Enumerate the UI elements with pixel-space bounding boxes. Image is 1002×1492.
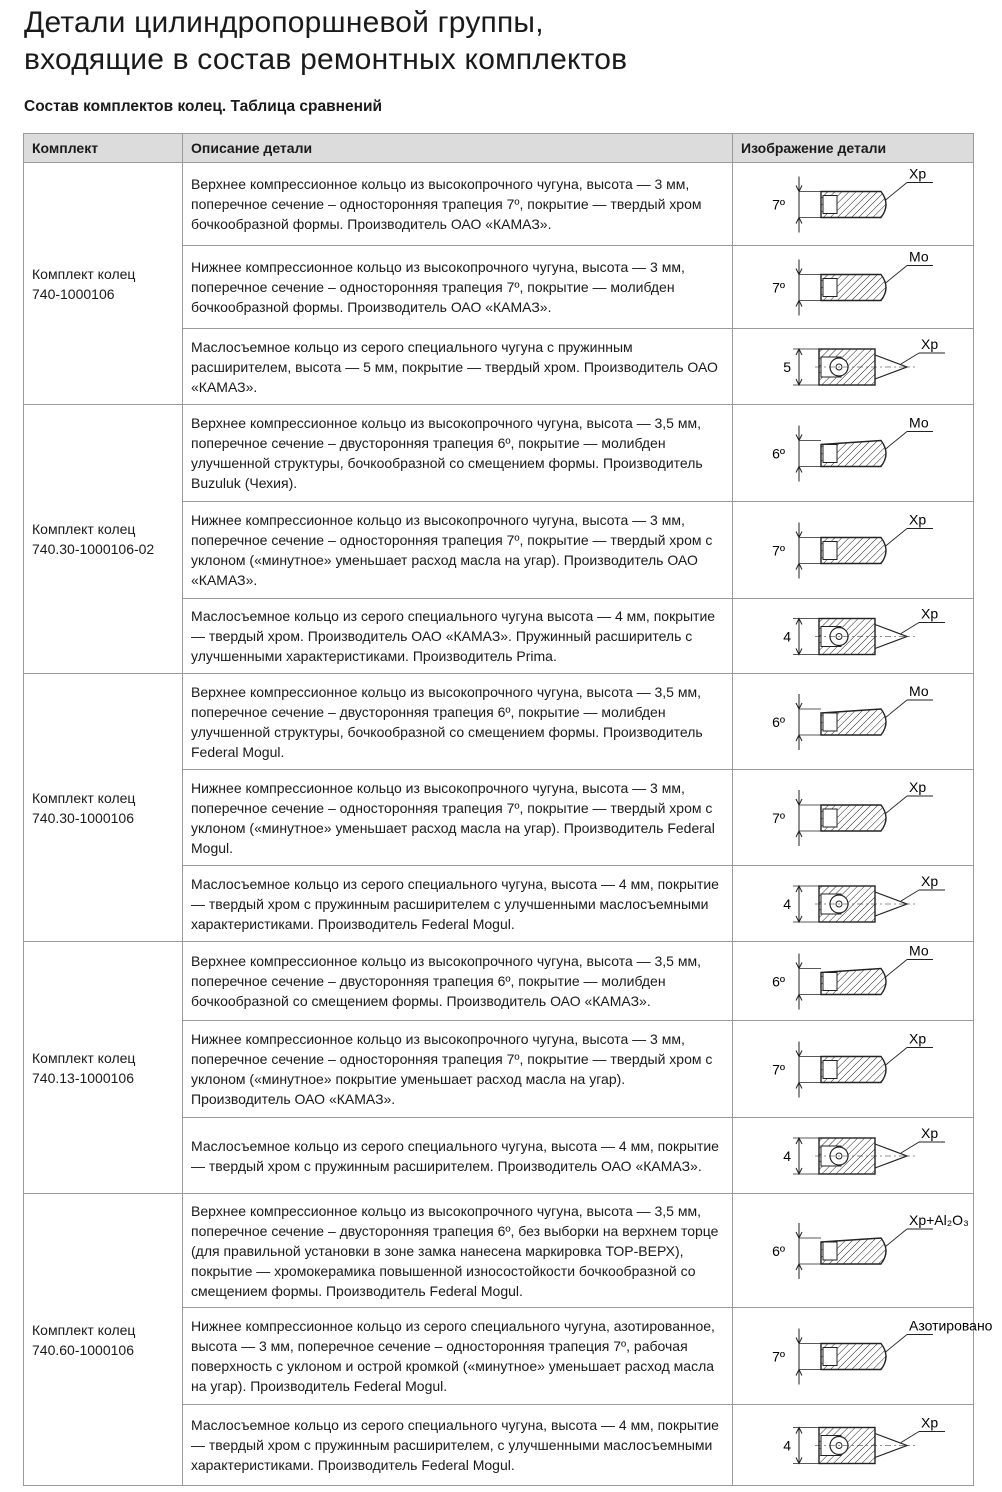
height-label: 4 (783, 1147, 791, 1164)
part-image-cell (733, 405, 974, 502)
coating-leader (885, 959, 907, 977)
part-image-cell (733, 674, 974, 770)
angle-label: 7º (772, 196, 785, 212)
ring-inner-step (823, 195, 837, 213)
coating-leader (885, 265, 907, 283)
coating-label: Хр (909, 511, 927, 527)
kit-cell (24, 163, 183, 405)
coating-label: Мо (909, 942, 929, 958)
ring-section-drawing (741, 1023, 981, 1116)
height-label: 4 (783, 628, 791, 644)
coating-leader (901, 622, 919, 633)
ring-section-drawing (741, 165, 981, 244)
part-description: Маслосъемное кольцо из серого специального чугуна высота — 4 мм, покрытие — твердый хром. Производитель ОАО «КАМАЗ». Пружинный расширитель с улучшенными характеристиками. Производитель Prima. (183, 599, 733, 674)
part-image-cell (733, 163, 974, 246)
ring-kits-table (23, 133, 993, 1486)
part-description: Нижнее компрессионное кольцо из высокопрочного чугуна, высота — 3 мм, поперечное сечение – односторонняя трапеция 7º, покрытие — молибден бочкообразной формы. Производитель ОАО «КАМАЗ». (183, 246, 733, 329)
header-description: Описание детали (183, 134, 733, 163)
kit-name: Комплект колец (32, 1049, 136, 1066)
kit-name: Комплект колец (32, 789, 136, 806)
part-image-cell (733, 770, 974, 866)
part-description: Верхнее компрессионное кольцо из высокопрочного чугуна, высота — 3 мм, поперечное сечение – односторонняя трапеция 7º, покрытие — твердый хром бочкообразной формы. Производитель ОАО «КАМАЗ». (183, 163, 733, 246)
angle-label: 7º (772, 809, 785, 826)
ring-inner-step (823, 541, 837, 559)
angle-label: 7º (772, 1348, 785, 1364)
part-description: Верхнее компрессионное кольцо из высокопрочного чугуна, высота — 3,5 мм, поперечное сечение – двусторонняя трапеция 6º, без выборки на верхнем торце (для правильной установки в зоне замка нанесена маркировка ТОР-ВЕРХ), покрытие — хромокерамика повышенной износостойкости бочкообразной со смещением формы. Производитель Federal Mogul. (183, 1194, 733, 1308)
kit-cell (24, 674, 183, 942)
part-image-cell (733, 1194, 974, 1308)
coating-label: Хр (909, 165, 927, 181)
kit-code: 740.30-1000106-02 (32, 541, 155, 557)
coating-label: Мо (909, 248, 929, 264)
part-image-cell (733, 599, 974, 674)
part-description: Нижнее компрессионное кольцо из высокопрочного чугуна, высота — 3 мм, поперечное сечение – односторонняя трапеция 7º, покрытие — твердый хром с уклоном («минутное» покрытие уменьшает расход масла на угар). Производитель ОАО «КАМАЗ». (183, 1021, 733, 1118)
angle-label: 6º (772, 1242, 785, 1259)
table-row (24, 1194, 974, 1308)
part-description: Маслосъемное кольцо из серого специального чугуна с пружинным расширителем, высота — 5 мм, покрытие — твердый хром. Производитель ОАО «КАМАЗ». (183, 329, 733, 405)
ring-inner-step (823, 809, 837, 827)
coating-leader (885, 700, 907, 718)
part-image-cell (733, 942, 974, 1021)
table-header-row (24, 134, 974, 163)
ring-section-drawing (741, 676, 981, 768)
coating-label: Хр (921, 605, 939, 621)
ring-inner-step (823, 1060, 837, 1078)
coating-label: Хр (909, 1030, 927, 1046)
coating-leader (885, 796, 907, 814)
coating-leader (885, 528, 907, 546)
ring-inner-step (823, 972, 837, 990)
ring-section-drawing (741, 1310, 993, 1403)
coating-label: Хр (921, 1414, 939, 1430)
part-description: Верхнее компрессионное кольцо из высокопрочного чугуна, высота — 3,5 мм, поперечное сечение – двусторонняя трапеция 6º, покрытие — молибден бочкообразной со смещением формы. Производитель ОАО «КАМАЗ». (183, 942, 733, 1021)
table-row (24, 674, 974, 770)
page-title (24, 4, 627, 78)
coating-label: Азотировано (909, 1317, 993, 1333)
part-description: Маслосъемное кольцо из серого специального чугуна, высота — 4 мм, покрытие — твердый хром с пружинным расширителем с улучшенными маслосъемными характеристиками. Производитель Federal Mogul. (183, 866, 733, 942)
angle-label: 6º (772, 973, 785, 989)
kit-code: 740-1000106 (32, 285, 115, 302)
part-image-cell (733, 329, 974, 405)
ring-section-drawing (741, 407, 981, 500)
coating-label: Хр (921, 872, 939, 889)
part-description: Маслосъемное кольцо из серого специального чугуна, высота — 4 мм, покрытие — твердый хром с пружинным расширителем, с улучшенными маслосъемными характеристиками. Производитель Federal Mogul. (183, 1405, 733, 1486)
coating-leader (885, 431, 907, 449)
angle-label: 7º (772, 1061, 785, 1077)
height-label: 4 (783, 1437, 791, 1453)
coating-leader (885, 1334, 907, 1352)
part-image-cell (733, 1405, 974, 1486)
angle-label: 7º (772, 542, 785, 558)
part-image-cell (733, 1118, 974, 1194)
coating-label: Мо (909, 682, 929, 699)
coating-leader (885, 182, 907, 200)
angle-label: 6º (772, 445, 785, 461)
part-description: Верхнее компрессионное кольцо из высокопрочного чугуна, высота — 3,5 мм, поперечное сечение – двусторонняя трапеция 6º, покрытие — молибден улучшенной структуры, бочкообразной со смещением формы. Производитель Federal Mogul. (183, 674, 733, 770)
part-image-cell (733, 502, 974, 599)
part-description: Верхнее компрессионное кольцо из высокопрочного чугуна, высота — 3,5 мм, поперечное сечение – двусторонняя трапеция 6º, покрытие — молибден улучшенной структуры, бочкообразной со смещением формы. Производитель Buzuluk (Чехия). (183, 405, 733, 502)
ring-section-drawing (741, 1120, 981, 1192)
ring-section-drawing (741, 331, 981, 403)
kit-name: Комплект колец (32, 521, 136, 537)
table-row (24, 405, 974, 502)
height-label: 5 (783, 358, 791, 375)
coating-label: Хр (921, 335, 939, 352)
kit-cell (24, 942, 183, 1194)
coating-leader (901, 1431, 919, 1442)
kit-code: 740.30-1000106 (32, 809, 134, 826)
coating-label: Мо (909, 414, 929, 430)
table-row (24, 942, 974, 1021)
ring-inner-step (823, 713, 837, 731)
ring-section-drawing (741, 504, 981, 597)
coating-label: Хр+Al₂O₃ (909, 1211, 969, 1228)
kit-cell (24, 1194, 183, 1486)
ring-section-drawing (741, 868, 981, 940)
part-image-cell (733, 1308, 993, 1405)
angle-label: 6º (772, 713, 785, 730)
table-subtitle: Состав комплектов колец. Таблица сравнений (24, 98, 383, 115)
coating-leader (901, 353, 919, 364)
part-description: Нижнее компрессионное кольцо из высокопрочного чугуна, высота — 3 мм, поперечное сечение – односторонняя трапеция 7º, покрытие — твердый хром с уклоном («минутное» уменьшает расход масла на угар). Производитель ОАО «КАМАЗ». (183, 502, 733, 599)
ring-section-drawing (741, 772, 981, 864)
page-title-line-2: входящие в состав ремонтных комплектов (24, 43, 628, 76)
ring-inner-step (823, 444, 837, 462)
ring-section-drawing (741, 944, 981, 1019)
coating-label: Хр (921, 1124, 939, 1141)
coating-label: Хр (909, 778, 927, 795)
page-title-line-1: Детали цилиндропоршневой группы, (24, 6, 544, 39)
kit-name: Комплект колец (32, 1321, 136, 1338)
part-description: Маслосъемное кольцо из серого специального чугуна, высота — 4 мм, покрытие — твердый хром с пружинным расширителем. Производитель ОАО «КАМАЗ». (183, 1118, 733, 1194)
kit-code: 740.60-1000106 (32, 1341, 134, 1358)
ring-section-drawing (741, 1196, 981, 1306)
coating-leader (901, 890, 919, 901)
kit-name: Комплект колец (32, 265, 136, 282)
ring-section-drawing (741, 601, 981, 672)
height-label: 4 (783, 895, 791, 912)
ring-section-drawing (741, 1407, 981, 1484)
kit-cell (24, 405, 183, 674)
header-kit: Комплект (24, 134, 183, 163)
ring-inner-step (823, 1347, 837, 1365)
part-image-cell (733, 246, 974, 329)
part-image-cell (733, 866, 974, 942)
part-image-cell (733, 1021, 974, 1118)
coating-leader (885, 1229, 907, 1247)
ring-inner-step (823, 1242, 837, 1260)
angle-label: 7º (772, 279, 785, 295)
table-row (24, 163, 974, 246)
kit-code: 740.13-1000106 (32, 1069, 134, 1086)
part-description: Нижнее компрессионное кольцо из высокопрочного чугуна, высота — 3 мм, поперечное сечение – односторонняя трапеция 7º, покрытие — твердый хром с уклоном («минутное» уменьшает расход масла на угар). Производитель Federal Mogul. (183, 770, 733, 866)
ring-inner-step (823, 278, 837, 296)
coating-leader (885, 1047, 907, 1065)
coating-leader (901, 1142, 919, 1153)
header-image: Изображение детали (733, 134, 974, 163)
part-description: Нижнее компрессионное кольцо из серого специального чугуна, азотированное, высота — 3 мм, поперечное сечение – односторонняя трапеция 7º, рабочая поверхность с уклоном и острой кромкой («минутное» уменьшает расход масла на угар). Производитель Federal Mogul. (183, 1308, 733, 1405)
ring-section-drawing (741, 248, 981, 327)
